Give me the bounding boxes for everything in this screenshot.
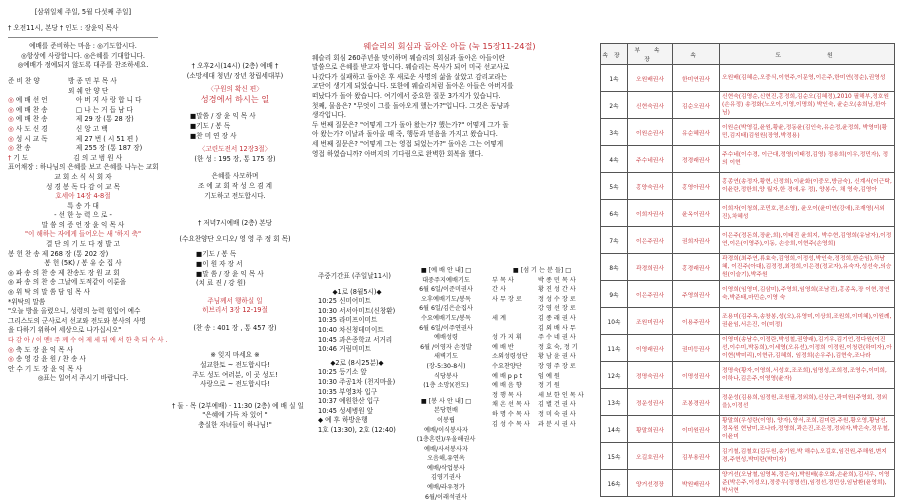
roster-row [601, 443, 895, 470]
commission-header: *위탁의 말씀 [8, 297, 46, 306]
guide-item: 6월/이래석권사 [425, 493, 467, 501]
roster-sub-leader: 이명성권사 [673, 362, 720, 389]
roster-sub-leader: 권미등권사 [673, 335, 720, 362]
roster-leader: 이은주권사 [628, 227, 673, 254]
sermon-line: 생각입니다. [312, 111, 346, 120]
roster-class-number: 2속 [601, 92, 628, 119]
commission: ◎ 위 탁 의 말 씀 담 임 목 사 [8, 288, 90, 297]
server-row: 채 온 선 목 사 김 별 건 권 사 [492, 401, 576, 409]
bus-return: ◆ 예 후 하방운행 [318, 416, 368, 425]
roster-row [601, 416, 895, 443]
bus-stop: 10:30 서서아미트(신창환) [318, 306, 396, 315]
server-row: 수요찬양단 장 영 주 장 로 [492, 362, 576, 370]
sermon-line: 세 번째 질문은? "어떻게 그는 영접 되었는가?" 돌아온 그는 어떻게 [312, 139, 504, 148]
roster-leader: 조원미권사 [628, 308, 673, 335]
roster-class-number: 1속 [601, 65, 628, 92]
roster-sub-leader: 윤옥이권사 [673, 200, 720, 227]
afternoon-theme: 〈구원의 확신 편〉 [207, 85, 263, 94]
offering-hymn: 봉 헌 찬 송 제 268 장 (통 202 장) [8, 249, 109, 258]
roster-members: 조용미(김주옥,송창봉,성(오),유영미,이상희,조원희,이미혜),이원례,권윤임,서은진, 이(미정) [720, 308, 895, 335]
sermon-line: 첫째, 물음은? "무엇이 그를 돌아오게 했는가?"입니다. 그것은 동냥과 [312, 101, 510, 110]
bus-stop: 10:40 차신청데미이트 [318, 325, 384, 334]
bus-route-1: ◆1로 (8월5시)◆ [332, 287, 382, 296]
bus-stop: 10:30 주공1차 (천지마을) [318, 377, 396, 386]
guide-item: (장-5:30-8시) [426, 362, 466, 370]
roster-leader: 이원순권사 [628, 119, 673, 146]
order-row: ◎ 예 배 찬 송 □ 나 는 거 듭 남 다 [8, 105, 133, 114]
other-services-column [172, 62, 304, 431]
order-row: 외 쉐 안 양 단 [68, 86, 109, 95]
reminder-line-2: 주도 성도 여러분, 이 곳 성도! [192, 370, 278, 379]
roster-row [601, 335, 895, 362]
bus-schedule-header: 주중기간표 (주일날11시) [318, 272, 391, 280]
sending-hymn: ◎ 파 송 의 찬 송 제 찬송도 장 원 교 회 [8, 268, 120, 277]
prayer-line-3: ◎예배가 정예되지 않도록 대주를 찬조하세요. [17, 61, 149, 70]
roster-header-row [601, 44, 895, 65]
roster-sub-leader: 조봉경권사 [673, 389, 720, 416]
server-row: 강 영 선 장 로 [538, 305, 576, 313]
roster-members: 신현숙(김영순,신현진,홍정희,김순오(김혜정),2010 필해부,정호원(손유정) 송정화(노오이,이영,이명희) 박인숙, 윤순오(송희님,한아님) [720, 92, 895, 119]
order-row: † 기 도 김 의 고 범 원 사 [8, 153, 123, 162]
roster-sub-leader: 이용주권사 [673, 308, 720, 335]
roster-row [601, 281, 895, 308]
pledge-text: 다 감 아 / 이 멘! 주 께 수 어 제 세 뒤 에 서 한 축 되 수 사 . [8, 337, 168, 344]
roster-members: 이영미(송남수,이정란,박성철,권양래),김기우,김기언,정다원(이진선,이수미,박동희),이세영(오유선),이정희 이정원,이청린(하미자),아이현(박미리),이현규,김혜희, 임정희(손우주),김현숙,조나라 [720, 335, 895, 362]
roster-class-number: 8속 [601, 254, 628, 281]
roster-header: 부 속 장 [628, 44, 673, 65]
roster-members: 오원배(김혜순,오중식,이현주,이문영,이은주,한미연(정순),권영성 [720, 65, 895, 92]
sermon-title: "이 해하는 자에게 들어오는 새 '하지 축" [25, 230, 141, 239]
bus-stop: 10:46 거림미미트 [318, 345, 371, 354]
grace-line-3: 기도하고 전도합시다. [204, 191, 266, 200]
service-time: † 오전11시, 본당 † 인도 : 장윤익 목사 [8, 23, 119, 32]
roster-members: 정운성(김용희,임정원,조원필,정외희),신상근,곽미원(주영회, 정외을),이정선 [720, 389, 895, 416]
sermon-line: 두 번째 질문은? "어떻게 그가 돌아 왔는가? 했는가?" 어떻게 그가 돌 [312, 120, 509, 129]
guide-item: 오음해,유연옥 [427, 455, 465, 463]
roster-sub-leader: 유순혜권사 [673, 119, 720, 146]
server-row: 성 가 지 휘 주 수 네 권 사 [492, 334, 576, 342]
order-row: ◎ 성 시 교 독 제 27 번 ( 시 51 편 ) [8, 134, 138, 143]
guide-item: 새벽기도 [434, 353, 458, 361]
roster-members: 황말희(우성란(이영), 양자),양서,조희,김미란,주원,황오영,황남선,정옥원 현남미,조나라,정영희,곽은진,조은정,정외자,박은숙,정우철,이윤미 [720, 416, 895, 443]
scripture-reader: 성 경 봉 독 다 감 이 교 목 [45, 182, 121, 191]
roster-members: 곽경희(최주연,류효숙,김영희,이정성,박인숙,정정희,한순임),하남혜, 이진주(아대),김정정,최정희,이은경(정교자),유숙자,성선숙,의승원(이슬기),박주원 [720, 254, 895, 281]
guide-item: 대중주지예배기도 [422, 276, 470, 284]
roster-leader: 이영래권사 [628, 335, 673, 362]
guide-item: 예배성령 [434, 334, 458, 342]
reminder-line-1: 설교한토 ~ 전도합시다! [200, 361, 270, 370]
roster-members: 이원순(박영길,윤원,황윤,정동윤(김인숙,유순정,윤정희, 박영미(황민,김지태)김원원(장영,박정용) [720, 119, 895, 146]
sending-hymn-2: ◎ 파 송 의 찬 송 그날에 도적같이 이룬을 [8, 278, 127, 287]
roster-class-number: 15속 [601, 443, 628, 470]
special-song: 특 송 가 대 [67, 201, 99, 210]
roster-leader: 정운성권사 [628, 389, 673, 416]
guide-item: 6월 6일/이주연권사 [419, 324, 473, 332]
roster-leader: 이희자권사 [628, 200, 673, 227]
roster-class-number: 10속 [601, 308, 628, 335]
order-row: ◎ 예 배 찬 송 제 29 장 (통 28 장) [8, 115, 134, 124]
guide-item: 예배/이식봉사자 [424, 426, 468, 434]
roster-sub-leader: 이미원권사 [673, 416, 720, 443]
roster-class-number: 12속 [601, 362, 628, 389]
commission-text-2: 그리스도의 군사로서 선교와 전도와 봉사의 사명 [8, 316, 146, 325]
guide-item: (1층흔련)/우울해권사 [416, 436, 476, 444]
bus-stop: 10:25 등기소 앞 [318, 368, 367, 377]
wednesday-title: 주님께서 행하실 일 [207, 296, 263, 305]
stand-note: ◎표는 일어서 주시기 바랍니다. [37, 374, 129, 383]
roster-members: 김기철,김철호(김두원,송기원,박 해수),오길호,임건원,주해원,변지경,주현성,박미란(박미자) [720, 443, 895, 470]
song-title: - 선 한 능 력 으 로 - [54, 211, 112, 220]
guide-item: 6월 6일/이준미권사 [419, 286, 473, 294]
bus-stop: 10:45 성세병원 앞 [318, 406, 374, 415]
wednesday-item: ■이 원 자 장 서 [196, 259, 243, 268]
roster-row [601, 362, 895, 389]
wednesday-item: ■기도 / 봉 독 [196, 250, 237, 259]
server-row: 세 계 김 종 래 권 사 [492, 314, 576, 322]
roster-members: 주수네(이수경, 이근대,정영(이태정,김영) 정용희(이우,정민자), 정의 이현 [720, 146, 895, 173]
wednesday-hymn: (찬 송 : 401 장 , 통 457 장) [193, 323, 277, 332]
roster-class-number: 3속 [601, 119, 628, 146]
commission-text-3: 을 다하기 위하여 세상으로 나가십시오" [8, 326, 122, 335]
sermon-line: 나갔다가 실패하고 돌아온 후 새로운 사명의 삶을 살았고 감리교라는 [312, 72, 508, 81]
service-guide-header: ■ [봉 사 안 내] □ [420, 397, 472, 405]
roster-leader: 이은주권사 [628, 281, 673, 308]
sermon-line: 아 왔는가? 이날과 돌아올 때 죽, 행동과 믿음을 가지고 왔습니다. [312, 130, 498, 139]
worship-guide [408, 266, 484, 502]
roster-row [601, 92, 895, 119]
order-row: ◎ 사 도 신 경 신 앙 고 백 [8, 124, 108, 133]
roster-leader: 양거선경장 [628, 470, 673, 497]
sermon-column [312, 42, 587, 159]
roster-sub-leader: 정경래권사 [673, 146, 720, 173]
guide-item: 6월 6일/김은순집사 [419, 305, 473, 313]
roster-sub-leader: 홍경래권사 [673, 254, 720, 281]
guide-item: 예배/삭업봉사 [427, 464, 465, 472]
bus-stop: 10:35 부영3차 입구 [318, 387, 378, 396]
friday-line-1: "은혜에 가득 차 있어 " [202, 411, 268, 420]
guide-item: 예배/라우청가 [427, 484, 465, 492]
roster-leader: 주수네권사 [628, 146, 673, 173]
order-row: 준 비 찬 양 방 종 민 부 목 사 [8, 76, 117, 85]
roster-class-number: 9속 [601, 281, 628, 308]
sermon-line: 떠났다가 돌아 왔습니다. 여기에서 중요한 질문 3가지가 있습니다. [312, 91, 501, 100]
roster-class-number: 11속 [601, 335, 628, 362]
roster-sub-leader: 박원배권사 [673, 470, 720, 497]
server-row: 간 사 황 진 성 간 사 [492, 286, 576, 294]
roster-row [601, 389, 895, 416]
roster-row [601, 254, 895, 281]
roster-sub-leader: 김순오권사 [673, 92, 720, 119]
wednesday-item: (치 료 진 / 강 원) [196, 279, 246, 288]
roster-sub-leader: 권희자권사 [673, 227, 720, 254]
afternoon-item: ■기도 / 봉 독 [190, 121, 231, 130]
bus-stop: 10:35 라미프이미트 [318, 316, 378, 325]
roster-leader: 정명숙권사 [628, 362, 673, 389]
server-row: 예 배 반 정 효 숙, 정 기 [492, 343, 578, 351]
roster-header: 속장 [601, 44, 628, 65]
bus-stop: 10:37 예원한산 입구 [318, 397, 380, 406]
guide-item: (1층 소망)(전도) [423, 382, 469, 390]
roster-header: 도 원 [720, 44, 895, 65]
roster-sub-leader: 김부용권사 [673, 443, 720, 470]
afternoon-item: ■말씀 / 장 윤 익 목 사 [190, 112, 256, 121]
roster-members: 이은주(정돈희,장윤,희),이태진 윤희지, 박수현,김영희(유남자),이정연,이은(이영주),이동, 손승희,이현주(손영희) [720, 227, 895, 254]
order-row: ◎ 찬 송 제 255 장 (통 187 장) [8, 144, 143, 153]
roster-class-number: 5속 [601, 173, 628, 200]
bus-return-times: 1호 (13:30), 2호 (12:40) [318, 425, 396, 434]
afternoon-header: † 오후2시(14시) (2층) 예배 † [191, 62, 279, 70]
guide-item: 예배/사서봉사자 [424, 445, 468, 453]
roster-leader: 곽경희권사 [628, 254, 673, 281]
server-row: 김 외 배 사 무 [538, 324, 576, 332]
roster-class-number: 13속 [601, 389, 628, 416]
service-order-column [8, 8, 168, 384]
guide-item: 오후예배기도/봉독 [421, 295, 471, 303]
offering: 봉 헌 (5K) / 봉 유 순 집 사 [44, 259, 122, 268]
roster-class-number: 7속 [601, 227, 628, 254]
bus-stop: 10:25 신미어미트 [318, 297, 371, 306]
roster-leader: 황말희권사 [628, 416, 673, 443]
guide-item: 6월 /이영자 손정발 [420, 343, 472, 351]
server-row: 예 배 p p t 임 예 원 [492, 372, 560, 380]
roster-row [601, 173, 895, 200]
grace-line-2: 조 에 교 회 작 성 으 겸 계 [197, 181, 273, 190]
sermon-line: 영접 하였습니까? 아버지의 기다림으로 완벽한 회복을 했다. [312, 149, 484, 158]
roster-leader: 오길호권사 [628, 443, 673, 470]
order-row: ◎ 예 배 선 언 아 버 지 사 랑 합 니 다 [8, 96, 142, 105]
server-row: 하 명 수 목 사 정 미 숙 권 사 [492, 410, 576, 418]
roster-sub-leader: 주영희권사 [673, 281, 720, 308]
roster-row [601, 470, 895, 497]
benediction-row: ◎ 송 영 강 윤 원 / 찬 송 사 [8, 355, 86, 364]
grace-line-1: 은혜를 사모하며 [211, 172, 259, 181]
bus-route-2: ◆2로 (8시25분)◆ [330, 358, 384, 367]
reminder-line-3: 사랑으로 ~ 전도합시다! [200, 380, 270, 389]
friday-line-2: 충실한 자녀들이 하나님!" [198, 421, 272, 430]
sunday-header: [삼위일체 주일, 5월 다섯째 주일] [34, 8, 132, 16]
roster-sub-leader: 한미연권사 [673, 65, 720, 92]
sermon-line: 웨슬리 회심 260주년을 맞이하며 웨슬리의 회심과 돌아온 아들이란 [312, 53, 505, 62]
servers-list [492, 266, 592, 429]
roster-leader: 신현숙권사 [628, 92, 673, 119]
server-row: 정 행 목 사 세 보 한 인 목 사 [492, 391, 584, 399]
server-row: 소외성령성단 황 남 윤 권 사 [492, 353, 576, 361]
roster-row [601, 65, 895, 92]
roster-members: 이영희(임영미,김삼미),주영희,임영희(조남진),홍종옥,장 이현,정연숙,박준태,마민순,이영 숙 [720, 281, 895, 308]
roster-class-number: 6속 [601, 200, 628, 227]
decision-prayer: 결 단 의 기 도 다 정 발 고 [45, 240, 121, 249]
roster-row [601, 308, 895, 335]
guide-item: 이봉립 [437, 416, 455, 424]
server-row: 김 성 수 목 사 과 분 시 권 사 [492, 420, 576, 428]
roster-class-number: 14속 [601, 416, 628, 443]
roster-class-number: 16속 [601, 470, 628, 497]
roster-header: 속 [673, 44, 720, 65]
roster-leader: 오원배권사 [628, 65, 673, 92]
roster-row [601, 146, 895, 173]
server-row: 사 무 장 로 정 성 수 장 로 [492, 295, 576, 303]
afternoon-hymn: (한 성 : 195 장, 통 175 장) [194, 154, 276, 163]
sermon-line: 말씀으로 은혜를 받고자 합니다. 웨슬리는 목사가 되어 미국 선교사로 [312, 63, 510, 72]
reminder-title: ※ 잊지 마세요 ※ [210, 351, 260, 360]
roster-members: 이희자(이청희,조민호,전소영), 윤오이(윤미연(강애),조재영(서외진),차혜성 [720, 200, 895, 227]
bus-stop: 10:45 과은종학교 서거리 [318, 335, 393, 344]
mission-line: 교 회 소 식 식 회 자 [54, 172, 112, 181]
guide-item: 식당봉사 [434, 372, 458, 380]
server-row: 예 배 음 향 정 기 원 [492, 382, 560, 390]
commission-text-1: "오늘 방을 올렸으니, 성령의 능력 힘입어 예수 [8, 307, 141, 316]
prayer-line-2: ◎항상에 사랑합니다. ◎은혜를 기대합니다. [21, 51, 145, 60]
sermon-line: 교단이 생기게 되었습니다. 또한에 웨슬리처럼 돌아온 아들은 아버지를 [312, 82, 514, 91]
benediction-row: ◎ 축 도 장 윤 익 목 사 [8, 345, 74, 354]
wednesday-item: ■말 씀 / 장 윤 익 목 사 [196, 269, 264, 278]
wednesday-scripture: 히브리서 3장 12-19절 [202, 306, 268, 315]
afternoon-item: ■찬 미 연 장 사 [190, 131, 237, 140]
roster-members: 홍종연(송정자,황현,신정희),이윤화(이중모,방금숙), 신계서(이근탁,이윤란,정한희,양 월자,한 경애,유 정), 양봉수, 채 영숙,김영아 [720, 173, 895, 200]
afternoon-scripture: 〈고린도전서 12장3절〉 [198, 145, 272, 154]
friday-header: † 둘 · 목 (2부예배) · 11:30 (2층) 예 배 실 일 [172, 401, 304, 410]
worship-guide-header: ■ [예 배 안 내] □ [420, 267, 472, 274]
roster-row [601, 119, 895, 146]
sermon-preacher: 말 씀 의 증 언 장 윤 익 목 사 [41, 220, 125, 229]
wednesday-header: † 저녁7시예배 (2층) 본당 [197, 219, 273, 228]
guide-item: 수요예배기도/봉독 [421, 314, 471, 322]
roster-class-number: 4속 [601, 146, 628, 173]
wednesday-subheader: (수요찬양단 오디오/ 영 영 주 정 회 목) [179, 234, 291, 243]
scripture-reference: 호세아 14장 4-8절 [55, 192, 111, 201]
roster-sub-leader: 홍영아권사 [673, 173, 720, 200]
servers-header: ■ [섬 기 는 분 들] □ [512, 267, 572, 274]
guide-item: 김영기권사 [431, 474, 461, 482]
bus-schedule [318, 272, 396, 436]
roster-members: 정명숙(황자,이영희,서성호,조조희),임명성,조희정,조영수,이미희,이하나,김은주,이영영(윤자) [720, 362, 895, 389]
roster-row [601, 227, 895, 254]
server-row: 부 목 사 박 종 민 목 사 [492, 276, 576, 284]
prayer-line-1: 예배를 준비하는 마음 : ◎기도합시다. [29, 42, 137, 51]
class-roster-table [600, 43, 895, 497]
roster-row [601, 200, 895, 227]
roster-members: 양거선(오남철,임영복,정은숙),박원배(송오화,손윤희),김서우, 이영준(박은주,이성오),정중우(정명선),임정선,정민상,임남환(윤영희),박서현 [720, 470, 895, 497]
benediction-row: 안 수 기 도 장 윤 익 목 사 [8, 364, 83, 373]
afternoon-subheader: (소망세대 청년/ 장년 창립세대부) [186, 71, 284, 80]
guide-item: 본당헌배 [434, 407, 458, 415]
sermon-summary-title: 웨슬리의 회심과 돌아온 아들 (눅 15장11-24절) [363, 41, 536, 51]
church-motto: 표어채장 : 하나님의 은혜를 보고 은혜를 나누는 교회 [8, 163, 159, 172]
afternoon-title: 성경에서 하시는 일 [200, 93, 270, 104]
roster-leader: 홍양숙권사 [628, 173, 673, 200]
